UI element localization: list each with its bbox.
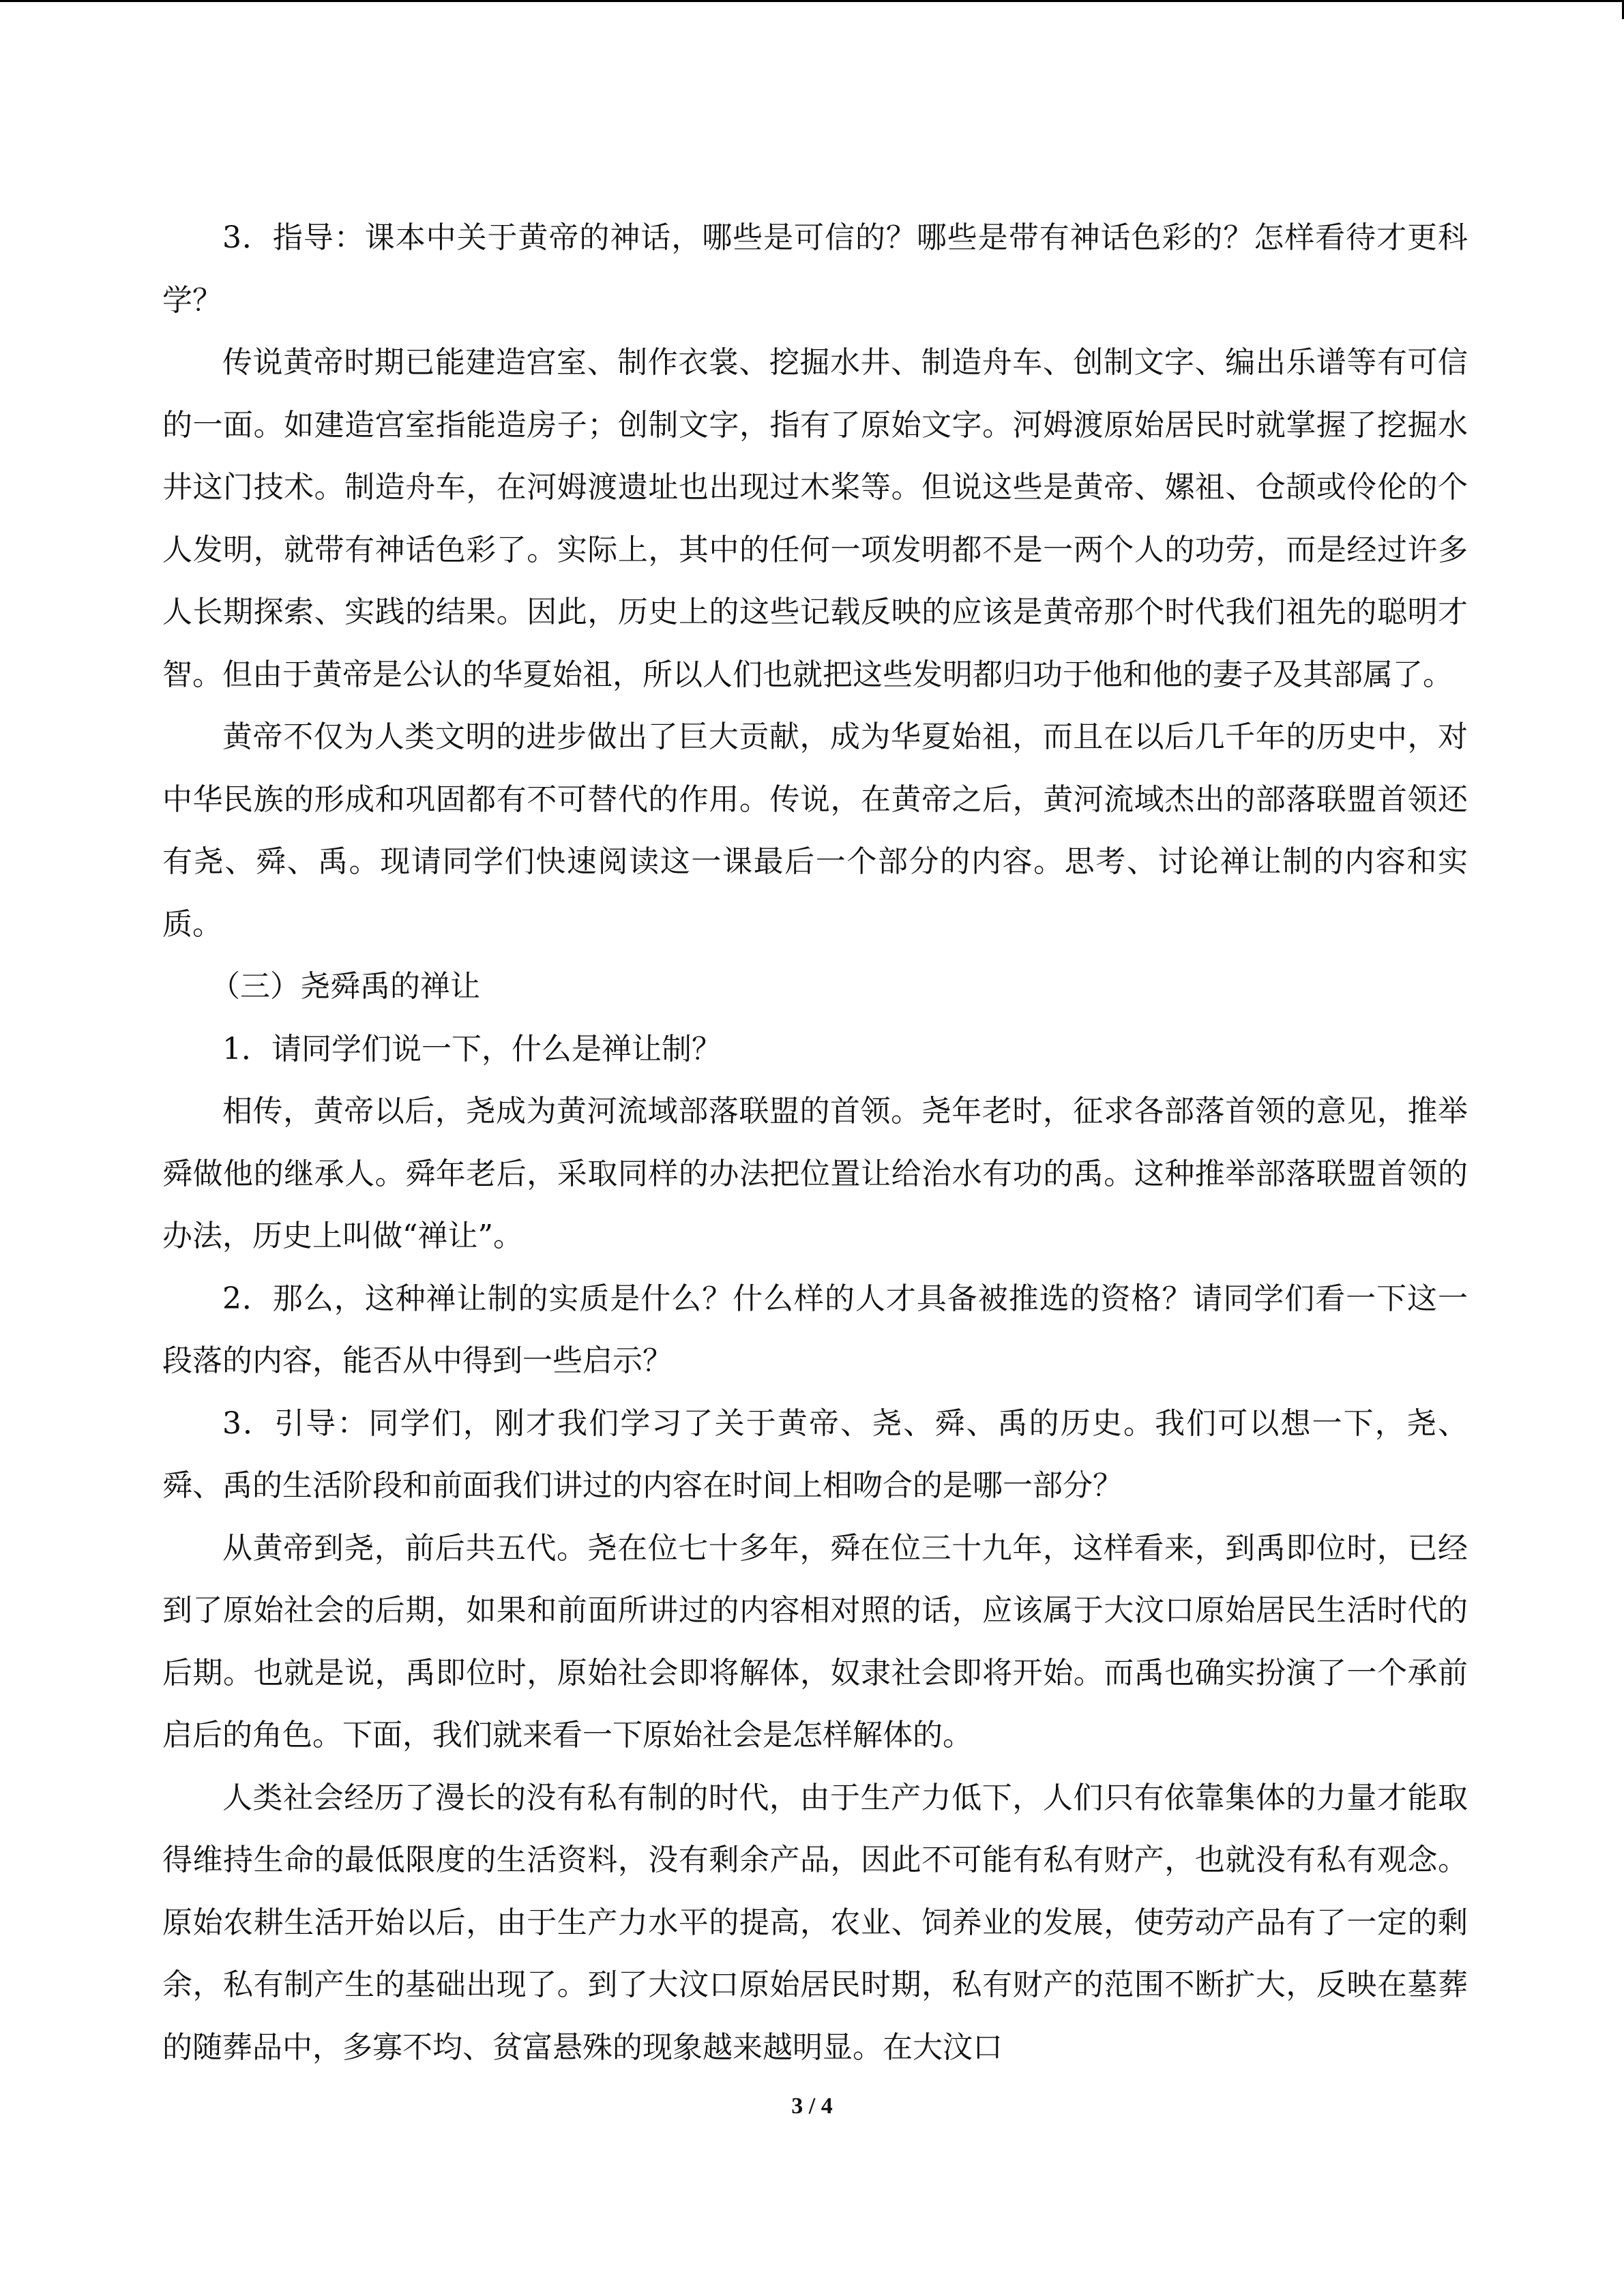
top-border-line — [0, 0, 1624, 2]
paragraph-question-1: 1．请同学们说一下，什么是禅让制？ — [222, 1031, 722, 1067]
section-heading: （三）尧舜禹的禅让 — [210, 969, 480, 1004]
paragraph-guidance-3b: 3．引导：同学们，刚才我们学习了关于黄帝、尧、舜、禹的历史。我们可以想一下，尧、舜、禹的生活阶段和前面我们讲过的内容在时间上相吻合的是哪一部分？ — [162, 1405, 1468, 1503]
paragraph-question-2: 2．那么，这种禅让制的实质是什么？什么样的人才具备被推选的资格？请同学们看一下这一段落的内容，能否从中得到一些启示？ — [162, 1281, 1468, 1378]
paragraph-private-property: 人类社会经历了漫长的没有私有制的时代，由于生产力低下，人们只有依靠集体的力量才能取得维持生命的最低限度的生活资料，没有剩余产品，因此不可能有私有财产，也就没有私有观念。原始农耕生活开始以后，由于生产力水平的提高，农业、饲养业的发展，使劳动产品有了一定的剩余，私有制产生的基础出现了。到了大汶口原始居民时期，私有财产的范围不断扩大，反映在墓葬的随葬品中，多寡不均、贫富悬殊的现象越来越明显。在大汶口 — [162, 1780, 1468, 2065]
paragraph-huangdi-contribution: 黄帝不仅为人类文明的进步做出了巨大贡献，成为华夏始祖，而且在以后几千年的历史中，对中华民族的形成和巩固都有不可替代的作用。传说，在黄帝之后，黄河流域杰出的部落联盟首领还有尧、舜、禹。现请同学们快速阅读这一课最后一个部分的内容。思考、讨论禅让制的内容和实质。 — [162, 719, 1468, 942]
paragraph-shanrang-definition: 相传，黄帝以后，尧成为黄河流域部落联盟的首领。尧年老时，征求各部落首领的意见，推举舜做他的继承人。舜年老后，采取同样的办法把位置让给治水有功的禹。这种推举部落联盟首领的办法，历史上叫做“禅让”。 — [162, 1094, 1468, 1253]
paragraph-yu-succession: 从黄帝到尧，前后共五代。尧在位七十多年，舜在位三十九年，这样看来，到禹即位时，已经到了原始社会的后期，如果和前面所讲过的内容相对照的话，应该属于大汶口原始居民生活时代的后期。也就是说，禹即位时，原始社会即将解体，奴隶社会即将开始。而禹也确实扮演了一个承前启后的角色。下面，我们就来看一下原始社会是怎样解体的。 — [162, 1530, 1468, 1753]
paragraph-guidance-3: 3．指导：课本中关于黄帝的神话，哪些是可信的？哪些是带有神话色彩的？怎样看待才更科学？ — [162, 220, 1468, 318]
page-number: 3 / 4 — [791, 2093, 833, 2119]
paragraph-huangdi-inventions: 传说黄帝时期已能建造宫室、制作衣裳、挖掘水井、制造舟车、创制文字、编出乐谱等有可信的一面。如建造宫室指能造房子；创制文字，指有了原始文字。河姆渡原始居民时就掌握了挖掘水井这门技术。制造舟车，在河姆渡遗址也出现过木桨等。但说这些是黄帝、嫘祖、仓颉或伶伦的个人发明，就带有神话色彩了。实际上，其中的任何一项发明都不是一两个人的功劳，而是经过许多人长期探索、实践的结果。因此，历史上的这些记载反映的应该是黄帝那个时代我们祖先的聪明才智。但由于黄帝是公认的华夏始祖，所以人们也就把这些发明都归功于他和他的妻子及其部属了。 — [162, 345, 1468, 692]
body-text — [162, 207, 1468, 2078]
